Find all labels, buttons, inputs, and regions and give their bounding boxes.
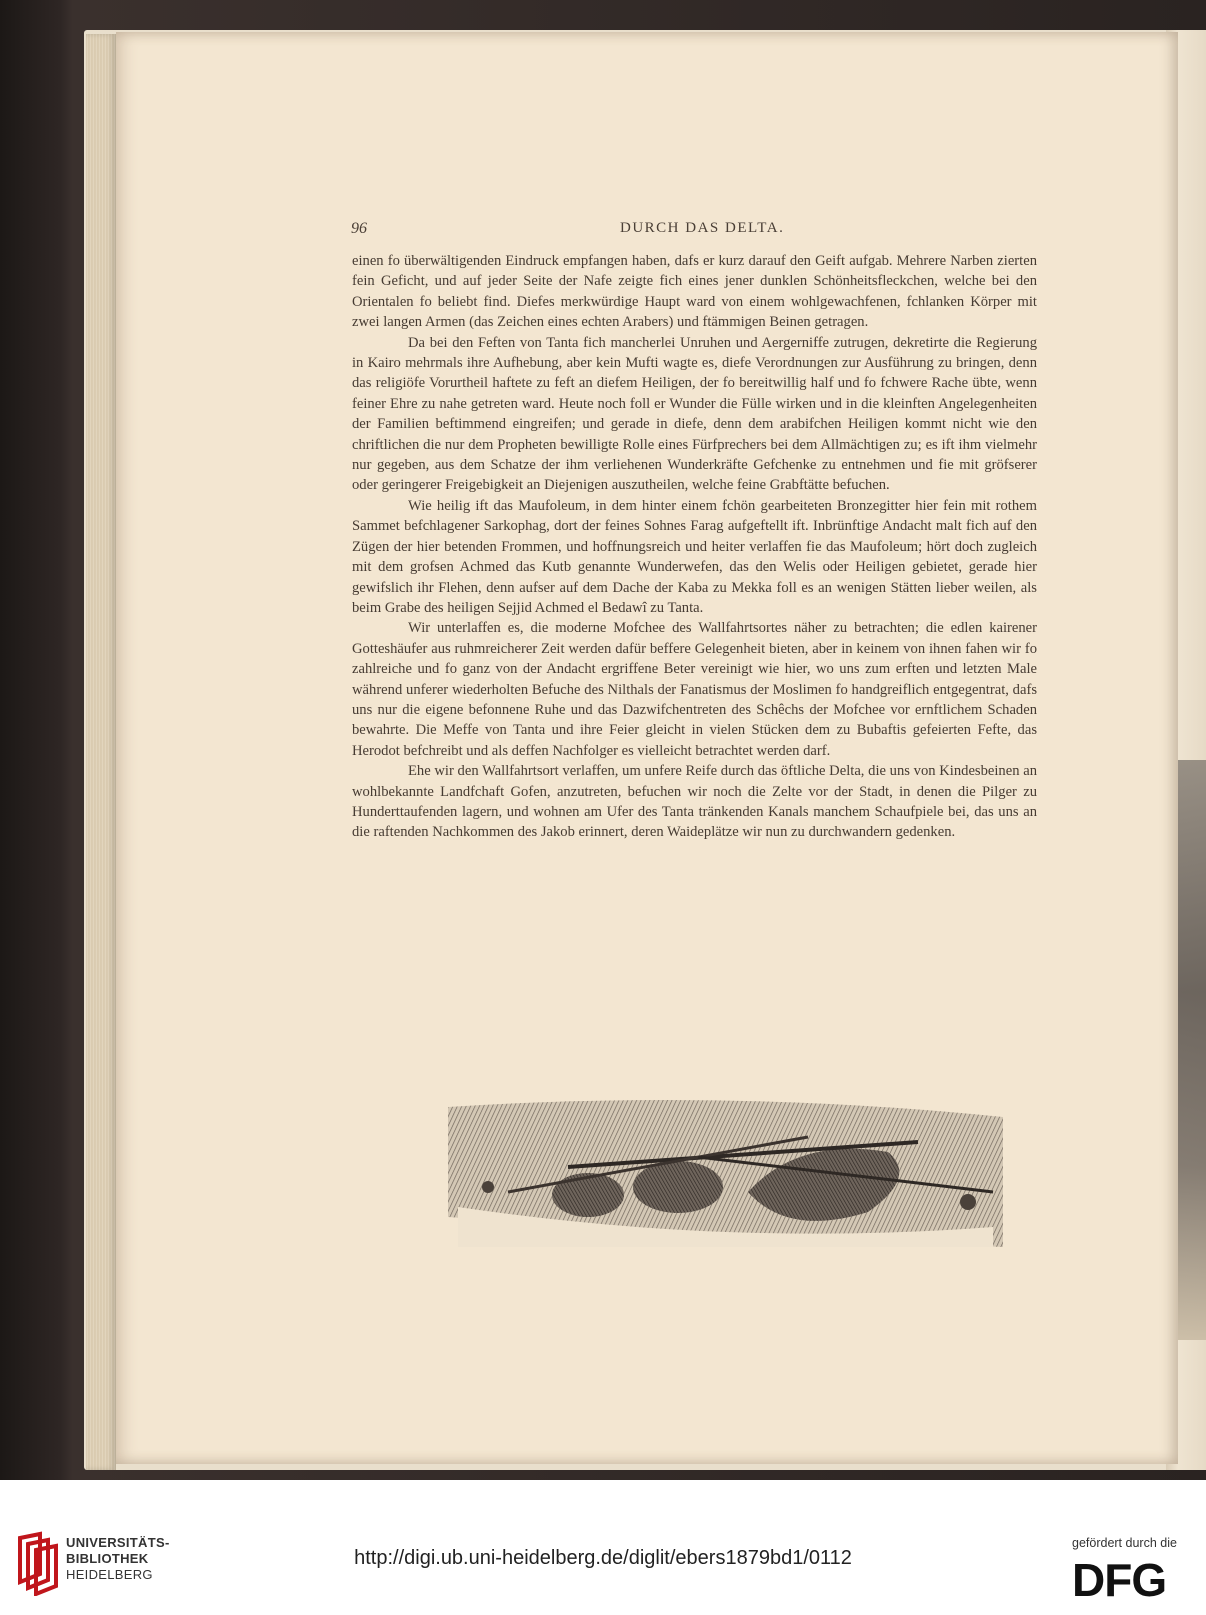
running-title: DURCH DAS DELTA. [620, 220, 785, 236]
paragraph: Wir unterlaffen es, die moderne Mofchee des Wallfahrtsortes näher zu betrachten; die edlen kairener Gotteshäufer aus ruhmreicherer Zeit werden dafür beffere Gelegenheit bieten, aber in keinem von ihnen fahen wir fo zahlreiche und fo ganz von der Andacht ergriffene Beter vereinigt wie hier, wo uns zum erften und letzten Male während unferer wiederholten Befuche des Nilthals der Fanatismus der Moslimen fo handgreiflich entgegentrat, dafs uns nur die eigene befonnene Ruhe und das Dazwifchentreten des Schêchs der Mofchee vor ernftlichem Schaden bewahrte. Die Meffe von Tanta und ihre Feier gleicht in vielen Stücken dem zu Bubaftis gefeierten Fefte, das Herodot befchreibt und als deffen Nachfolger es vielleicht betrachtet werden darf. [352, 620, 1037, 759]
page-edges [86, 34, 116, 1470]
body-text [352, 251, 1037, 843]
paragraph: Da bei den Feften von Tanta fich mancherlei Unruhen und Aergerniffe zutrugen, dekretirte die Regierung in Kairo mehrmals ihre Aufhebung, aber kein Mufti wagte es, diefe Verordnungen zur Ausführung zu bringen, denn das religiöfe Vorurtheil haftete zu feft an diefem Heiligen, der fo bereitwillig half und fo fchwere Rache übte, wenn feiner Ehre zu nahe getreten ward. Heute noch foll er Wunder die Fülle wirken und in die kleinften Angelegenheiten der Familien beftimmend eingreifen; und gerade in diefe, denn dem arabifchen Heiligen kommt nicht wie den chriftlichen die nur dem Propheten bewilligte Rolle eines Fürfprechers bei dem Allmächtigen zu; es ift ihm vielmehr nur gegeben, aus dem Schatze der ihm verliehenen Wunderkräfte Gefchenke zu entnehmen und fie mit gröfserer oder geringerer Freigebigkeit an Diejenigen auszutheilen, welche feine Grabftätte befuchen. [352, 334, 1037, 494]
dfg-logo: DFG [1072, 1554, 1167, 1606]
library-name-line: BIBLIOTHEK [66, 1551, 149, 1566]
permalink-url[interactable]: http://digi.ub.uni-heidelberg.de/diglit/ebers1879bd1/0112 [354, 1547, 852, 1569]
library-name-line: UNIVERSITÄTS- [66, 1535, 170, 1550]
funding-label: gefördert durch die [1072, 1536, 1177, 1550]
paragraph: Wie heilig ift das Maufoleum, in dem hinter einem fchön gearbeiteten Bronzegitter hier fein mit rothem Sammet befchlagener Sarkophag, dort der feines Sohnes Farag aufgeftellt ift. Inbrünftige Andacht malt fich auf den Zügen der hier betenden Frommen, und hoffnungsreich und heiter verlaffen fie das Maufoleum; hört doch zugleich mit dem grofsen Achmed das Kutb genannte Wunderwefen, das den Welis oder Heiligen gebietet, gerade hier gewifslich ihr Flehen, denn aufser auf dem Dache der Kaba zu Mekka foll es an wenigen Stätten lieber weilen, als beim Grabe des heiligen Sejjid Achmed el Bedawî zu Tanta. [352, 497, 1037, 616]
instruments-engraving [448, 1097, 1003, 1247]
page-number: 96 [351, 220, 367, 237]
paragraph: Ehe wir den Wallfahrtsort verlaffen, um unfere Reife durch das öftliche Delta, die uns von Kindesbeinen an wohlbekannte Landfchaft Gofen, anzutreten, befuchen wir noch die Zelte vor der Stadt, in denen die Pilger zu Hunderttaufenden lagern, und wohnen am Ufer des Tanta tränkenden Kanals manchem Schaufpiele bei, das uns an die raftenden Nachkommen des Jakob erinnert, deren Waideplätze wir nun zu durchwandern gedenken. [352, 763, 1037, 841]
paragraph: einen fo überwältigenden Eindruck empfangen haben, dafs er kurz darauf den Geift aufgab. Mehrere Narben zierten fein Geficht, und auf jeder Seite der Nafe zeigte fich eines jener dunklen Schönheitsfleckchen, welche bei den Orientalen fo beliebt find. Diefes merkwürdige Haupt ward von einem wohlgewachfenen, fchlanken Körper mit zwei langen Armen (das Zeichen eines echten Arabers) und ftämmigen Beinen getragen. [352, 253, 1037, 331]
library-name-line: HEIDELBERG [66, 1567, 153, 1582]
